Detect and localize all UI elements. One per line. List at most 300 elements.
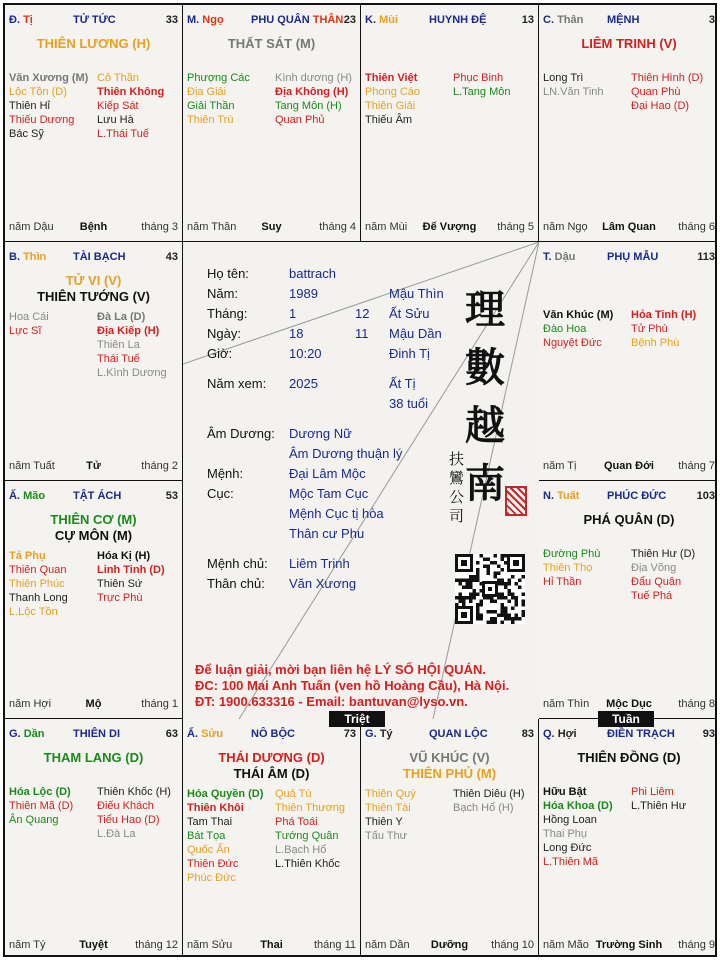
- palace-name-text: PHÚC ĐỨC: [607, 490, 667, 502]
- minor-star[interactable]: Thiên Quý: [365, 788, 416, 800]
- minor-star[interactable]: L.Đà La: [97, 828, 136, 840]
- qr-code[interactable]: [455, 554, 525, 624]
- minor-star[interactable]: Ân Quang: [9, 814, 59, 826]
- branch-name: Hợi: [557, 728, 577, 740]
- minor-star[interactable]: L.Lộc Tồn: [9, 606, 58, 618]
- triet-tag: Triệt: [329, 711, 385, 727]
- palace-name: [429, 728, 488, 740]
- minor-star[interactable]: Thiên Y: [365, 816, 403, 828]
- minor-star[interactable]: Hỏa Tinh (H): [631, 309, 697, 321]
- seal-small-text: 扶鸞公司: [449, 450, 465, 525]
- menh-value: Đại Lâm Mộc: [289, 466, 366, 481]
- main-star[interactable]: THIÊN PHỦ (M): [402, 766, 497, 781]
- minor-star[interactable]: Cô Thần: [97, 72, 139, 84]
- palace-name-text: MỆNH: [607, 14, 640, 26]
- center-info: [183, 242, 539, 719]
- main-star[interactable]: THÁI ÂM (D): [233, 766, 310, 781]
- palace-name: [73, 728, 120, 740]
- minor-star[interactable]: Thiên Hình (D): [631, 72, 704, 84]
- minor-star[interactable]: Thái Tuế: [97, 353, 140, 365]
- minor-star[interactable]: Long Đức: [543, 842, 592, 854]
- branch-stem: C.: [543, 14, 554, 26]
- minor-star[interactable]: Tam Thai: [187, 816, 233, 828]
- minor-star[interactable]: Thiên Khôi: [187, 802, 244, 814]
- branch-stem: B.: [9, 251, 20, 263]
- palace-age: 33: [165, 14, 178, 26]
- palace-name-text: PHỤ MẪU: [607, 251, 659, 263]
- minor-star[interactable]: Thiếu Âm: [365, 114, 413, 126]
- palace-age: 53: [165, 490, 178, 502]
- calligraphy-char: 南: [465, 460, 505, 507]
- nam-xem-label: Năm xem:: [207, 376, 267, 391]
- palace-year: năm Sửu: [187, 939, 233, 951]
- minor-star[interactable]: Quả Tú: [275, 788, 312, 800]
- minor-star[interactable]: Thanh Long: [9, 592, 68, 604]
- palace-age: 3: [708, 14, 715, 26]
- minor-star[interactable]: Đại Hao (D): [631, 100, 690, 112]
- branch-name: Mão: [23, 490, 46, 502]
- main-star[interactable]: VŨ KHÚC (V): [409, 750, 490, 765]
- minor-star[interactable]: L.Kình Dương: [97, 367, 167, 379]
- minor-stars-right: [275, 71, 352, 127]
- minor-star[interactable]: Thiên Mã (D): [9, 800, 74, 812]
- minor-star[interactable]: Tử Phù: [631, 323, 668, 335]
- minor-star[interactable]: Thiên Việt: [365, 72, 418, 84]
- main-star[interactable]: PHÁ QUÂN (D): [583, 512, 675, 527]
- minor-star[interactable]: Thiên Phúc: [9, 578, 65, 590]
- palace-age: 93: [702, 728, 715, 740]
- cuc-label: Cục:: [207, 486, 234, 501]
- minor-star[interactable]: Tướng Quân: [275, 830, 339, 842]
- branch-stem: K.: [365, 14, 376, 26]
- minor-stars-left: [543, 547, 600, 589]
- minor-star[interactable]: Hỉ Thần: [543, 576, 582, 588]
- palace-branch: [9, 490, 45, 502]
- palace-footer: [543, 939, 715, 953]
- minor-star[interactable]: Tang Môn (H): [275, 100, 342, 112]
- minor-star[interactable]: Lưu Hà: [97, 114, 134, 126]
- am-duong-note: Âm Dương thuận lý: [289, 446, 403, 461]
- palace-name-text: HUYNH ĐỆ: [429, 14, 487, 26]
- minor-star[interactable]: Tiểu Hao (D): [97, 814, 160, 826]
- palace-stage: Dưỡng: [430, 939, 469, 951]
- minor-stars-left: [543, 785, 613, 869]
- main-star[interactable]: THIÊN CƠ (M): [50, 512, 137, 527]
- minor-star[interactable]: Thiếu Dương: [9, 114, 75, 126]
- palace-year: năm Dậu: [9, 221, 54, 233]
- minor-stars-right: [631, 308, 696, 350]
- palace-year: năm Dần: [365, 939, 410, 951]
- minor-star[interactable]: Đà La (D): [97, 311, 146, 323]
- thang-value: 1: [289, 306, 297, 321]
- minor-star[interactable]: LN.Văn Tinh: [543, 86, 604, 98]
- minor-star[interactable]: Thiên Trù: [187, 114, 234, 126]
- branch-stem: N.: [543, 490, 554, 502]
- palace-name: [73, 490, 121, 502]
- nam-can: Mậu Thìn: [389, 286, 444, 301]
- minor-star[interactable]: Quốc Ấn: [187, 844, 230, 856]
- palace-footer: [9, 460, 178, 474]
- minor-stars-right: [97, 785, 171, 841]
- minor-star[interactable]: Địa Võng: [631, 562, 677, 574]
- minor-star[interactable]: Địa Kiếp (H): [97, 325, 160, 337]
- palace-stage: Mộ: [85, 698, 102, 710]
- palace-stage: Lâm Quan: [602, 221, 656, 233]
- palace-year: năm Mão: [543, 939, 589, 951]
- palace-year: năm Ngọ: [543, 221, 588, 233]
- palace-header: [187, 14, 356, 28]
- minor-stars-left: [543, 308, 613, 350]
- minor-stars-left: [543, 71, 604, 99]
- minor-star[interactable]: Thiên Thương: [275, 802, 346, 814]
- palace-year: năm Hợi: [9, 698, 52, 710]
- minor-star[interactable]: Phúc Đức: [187, 872, 236, 884]
- palace-header: [543, 14, 715, 28]
- branch-stem: Ấ.: [9, 490, 20, 502]
- palace-hoi[interactable]: [539, 719, 717, 957]
- palace-year: năm Tý: [9, 939, 46, 951]
- tuan-tag: Tuần: [598, 711, 654, 727]
- minor-star[interactable]: L.Tang Môn: [453, 86, 511, 98]
- branch-name: Sửu: [201, 728, 224, 740]
- palace-mao[interactable]: [5, 481, 183, 719]
- palace-branch: [543, 251, 575, 263]
- palace-year: năm Thìn: [543, 698, 590, 710]
- minor-star[interactable]: Địa Giải: [187, 86, 227, 98]
- minor-star[interactable]: Bác Sỹ: [9, 128, 44, 140]
- minor-stars-right: [97, 310, 167, 380]
- minor-star[interactable]: Văn Khúc (M): [543, 309, 614, 321]
- palace-age: 103: [696, 490, 715, 502]
- minor-star[interactable]: Đào Hoa: [543, 323, 587, 335]
- palace-month: tháng 3: [141, 221, 178, 233]
- palace-name-text: PHU QUÂN: [251, 14, 310, 26]
- minor-star[interactable]: Linh Tinh (D): [97, 564, 165, 576]
- main-star[interactable]: THIÊN LƯƠNG (H): [36, 36, 151, 51]
- minor-star[interactable]: Hóa Khoa (D): [543, 800, 613, 812]
- palace-name-text: TÀI BẠCH: [73, 251, 126, 263]
- palace-header: [365, 14, 534, 28]
- palace-header: [9, 728, 178, 742]
- branch-stem: Ấ.: [187, 728, 198, 740]
- palace-thin[interactable]: [5, 242, 183, 481]
- palace-branch: [9, 251, 46, 263]
- palace-stage: Thai: [260, 939, 283, 951]
- palace-mui[interactable]: [361, 5, 539, 242]
- minor-stars-right: [453, 787, 525, 815]
- gio-label: Giờ:: [207, 346, 233, 361]
- palace-name: [607, 251, 658, 263]
- palace-name-text: ĐIỀN TRẠCH: [607, 728, 675, 740]
- palace-header: [9, 14, 178, 28]
- palace-month: tháng 10: [491, 939, 534, 951]
- minor-stars-right: [97, 71, 164, 141]
- minor-star[interactable]: Tuế Phá: [631, 590, 673, 602]
- minor-star[interactable]: Thiên Thọ: [543, 562, 593, 574]
- minor-star[interactable]: Bệnh Phù: [631, 337, 680, 349]
- gio-can: Đinh Tị: [389, 346, 430, 361]
- palace-ngo[interactable]: [183, 5, 361, 242]
- minor-star[interactable]: Long Trì: [543, 72, 584, 84]
- minor-star[interactable]: L.Thiên Khốc: [275, 858, 340, 870]
- palace-age: 113: [697, 251, 715, 263]
- palace-year: năm Thân: [187, 221, 237, 233]
- palace-age: 63: [165, 728, 178, 740]
- minor-star[interactable]: Lộc Tồn (D): [9, 86, 67, 98]
- minor-star[interactable]: Thiên Sứ: [97, 578, 143, 590]
- minor-star[interactable]: Thiên Quan: [9, 564, 67, 576]
- palace-footer: [365, 939, 534, 953]
- palace-header: [9, 490, 178, 504]
- minor-stars-right: [453, 71, 510, 99]
- palace-header: [187, 728, 356, 742]
- palace-age: 43: [165, 251, 178, 263]
- ngay-am: 11: [355, 326, 369, 341]
- minor-stars-left: [9, 310, 49, 338]
- ho-ten-label: Họ tên:: [207, 266, 249, 281]
- nam-xem-can: Ất Tị: [389, 376, 416, 391]
- main-star[interactable]: THAM LANG (D): [43, 750, 144, 765]
- minor-star[interactable]: Hóa Quyền (D): [187, 788, 264, 800]
- palace-footer: [9, 939, 178, 953]
- minor-star[interactable]: Đường Phù: [543, 548, 601, 560]
- palace-branch: [543, 490, 579, 502]
- minor-star[interactable]: Thiên Hỉ: [9, 100, 50, 112]
- minor-stars-right: [631, 71, 703, 113]
- main-star[interactable]: THÁI DƯƠNG (D): [218, 750, 325, 765]
- branch-stem: Q.: [543, 728, 555, 740]
- than-chu-value: Văn Xương: [289, 576, 357, 591]
- minor-star[interactable]: Thiên Khốc (H): [97, 786, 171, 798]
- minor-stars-left: [365, 71, 420, 127]
- red-seal: [505, 486, 527, 516]
- minor-star[interactable]: Thiên Tài: [365, 802, 411, 814]
- main-star[interactable]: LIÊM TRINH (V): [581, 36, 677, 51]
- minor-star[interactable]: Thiên Đức: [187, 858, 239, 870]
- minor-star[interactable]: Thai Phụ: [543, 828, 588, 840]
- palace-name-text: QUAN LỘC: [429, 728, 488, 740]
- minor-star[interactable]: Nguyệt Đức: [543, 337, 602, 349]
- palace-stage: Tuyệt: [79, 939, 108, 951]
- palace-suu[interactable]: [183, 719, 361, 957]
- cuc-note-2: Thân cư Phu: [289, 526, 365, 541]
- palace-header: [365, 728, 534, 742]
- minor-star[interactable]: L.Thiên Mã: [543, 856, 599, 868]
- minor-star[interactable]: Lực Sĩ: [9, 325, 42, 337]
- palace-stage: Suy: [261, 221, 282, 233]
- palace-stage: Trường Sinh: [595, 939, 663, 951]
- tu-vi-chart: [3, 3, 717, 957]
- nam-label: Năm:: [207, 286, 239, 301]
- main-star[interactable]: THẤT SÁT (M): [227, 36, 316, 51]
- palace-branch: [187, 14, 224, 26]
- palace-stage: Bệnh: [79, 221, 108, 233]
- minor-star[interactable]: Quan Phủ: [275, 114, 325, 126]
- minor-star[interactable]: L.Thiên Hư: [631, 800, 687, 812]
- palace-stage: Quan Đới: [604, 460, 654, 472]
- palace-month: tháng 6: [678, 221, 715, 233]
- palace-name: [73, 14, 116, 26]
- thang-can: Ất Sửu: [389, 306, 430, 321]
- branch-stem: Đ.: [9, 14, 20, 26]
- palace-stage: Mộc Dục: [606, 698, 652, 710]
- palace-name: [607, 728, 675, 740]
- palace-stage: Tử: [86, 460, 101, 472]
- minor-star[interactable]: Hồng Loan: [543, 814, 597, 826]
- minor-star[interactable]: Thiên Giải: [365, 100, 416, 112]
- palace-name: [73, 251, 126, 263]
- palace-ti[interactable]: [5, 5, 183, 242]
- minor-star[interactable]: Hữu Bật: [543, 786, 587, 798]
- palace-footer: [187, 221, 356, 235]
- palace-footer: [9, 221, 178, 235]
- minor-stars-left: [187, 787, 263, 885]
- palace-name: [251, 14, 343, 26]
- palace-header: [543, 728, 715, 742]
- palace-month: tháng 5: [497, 221, 534, 233]
- contact-line: ĐC: 100 Mai Anh Tuấn (ven hồ Hoàng Cầu), Hà Nội.: [195, 678, 510, 693]
- minor-stars-right: [631, 547, 695, 603]
- palace-dau[interactable]: [539, 242, 717, 481]
- palace-tuat[interactable]: [539, 481, 717, 719]
- minor-star[interactable]: Bát Tọa: [187, 830, 226, 842]
- palace-branch: [543, 728, 577, 740]
- palace-month: tháng 4: [319, 221, 356, 233]
- calligraphy-char: 理: [465, 286, 505, 333]
- am-duong-value: Dương Nữ: [289, 426, 352, 441]
- palace-month: tháng 12: [135, 939, 178, 951]
- minor-star[interactable]: Đẩu Quân: [631, 576, 682, 588]
- main-star[interactable]: CỰ MÔN (M): [54, 528, 133, 543]
- minor-star[interactable]: Kình dương (H): [275, 72, 352, 84]
- palace-name: [607, 490, 666, 502]
- palace-year: năm Tị: [543, 460, 577, 472]
- branch-name: Thân: [557, 14, 584, 26]
- minor-star[interactable]: Thiên Không: [97, 86, 165, 98]
- nam-xem-value: 2025: [289, 376, 318, 391]
- minor-stars-right: [97, 549, 165, 605]
- cuc-note-1: Mệnh Cục tị hòa: [289, 506, 384, 521]
- than-marker: THÂN: [312, 14, 344, 26]
- minor-star[interactable]: Quan Phù: [631, 86, 681, 98]
- minor-star[interactable]: Hóa Kị (H): [97, 550, 151, 562]
- ngay-label: Ngày:: [207, 326, 241, 341]
- palace-month: tháng 9: [678, 939, 715, 951]
- main-star[interactable]: TỬ VI (V): [65, 273, 122, 288]
- palace-footer: [187, 939, 356, 953]
- ngay-value: 18: [289, 326, 304, 341]
- palace-footer: [543, 698, 715, 712]
- minor-star[interactable]: Bạch Hổ (H): [453, 802, 514, 814]
- minor-stars-left: [9, 549, 68, 619]
- branch-stem: G.: [365, 728, 377, 740]
- minor-star[interactable]: Phi Liêm: [631, 786, 674, 798]
- minor-star[interactable]: Thiên La: [97, 339, 140, 351]
- palace-than[interactable]: [539, 5, 717, 242]
- minor-star[interactable]: Tả Phụ: [9, 550, 46, 562]
- calligraphy-char: 越: [465, 402, 505, 449]
- palace-header: [9, 251, 178, 265]
- palace-dan[interactable]: [5, 719, 183, 957]
- palace-branch: [9, 728, 44, 740]
- palace-stage: Đế Vượng: [422, 221, 477, 233]
- branch-stem: T.: [543, 251, 552, 263]
- branch-name: Tý: [379, 728, 393, 740]
- minor-stars-left: [187, 71, 250, 127]
- minor-star[interactable]: Phong Cáo: [365, 86, 421, 98]
- minor-star[interactable]: Trực Phù: [97, 592, 143, 604]
- ngay-can: Mậu Dần: [389, 326, 442, 341]
- minor-star[interactable]: Địa Không (H): [275, 86, 349, 98]
- minor-star[interactable]: Hoa Cái: [9, 311, 49, 323]
- palace-year: năm Tuất: [9, 460, 55, 472]
- thang-label: Tháng:: [207, 306, 248, 321]
- calligraphy-char: 數: [465, 344, 505, 391]
- palace-branch: [543, 14, 583, 26]
- palace-month: tháng 8: [678, 698, 715, 710]
- minor-stars-left: [9, 71, 88, 141]
- minor-star[interactable]: Phượng Các: [187, 72, 250, 84]
- contact-line: Để luận giải, mời bạn liên hệ LÝ SỐ HỘI QUÁN.: [195, 662, 486, 677]
- branch-name: Dần: [23, 728, 45, 740]
- branch-name: Thìn: [23, 251, 47, 263]
- palace-year: năm Mùi: [365, 221, 408, 233]
- tuoi-value: 38 tuổi: [389, 396, 429, 411]
- minor-star[interactable]: Tấu Thư: [365, 830, 408, 842]
- minor-star[interactable]: Kiếp Sát: [97, 100, 139, 112]
- minor-star[interactable]: Văn Xương (M): [9, 72, 89, 84]
- minor-star[interactable]: L.Bạch Hổ: [275, 844, 327, 856]
- minor-star[interactable]: Giải Thần: [187, 100, 235, 112]
- palace-name: [251, 728, 295, 740]
- main-star[interactable]: THIÊN TƯỚNG (V): [37, 289, 150, 304]
- qr-pattern: [455, 554, 525, 624]
- palace-age: 13: [521, 14, 534, 26]
- nam-value: 1989: [289, 286, 318, 301]
- branch-stem: G.: [9, 728, 21, 740]
- thang-am: 12: [355, 306, 370, 321]
- branch-name: Dậu: [554, 251, 576, 263]
- minor-stars-left: [9, 785, 73, 827]
- palace-branch: [365, 728, 393, 740]
- palace-name-text: TỬ TỨC: [73, 14, 116, 26]
- branch-name: Ngọ: [202, 14, 224, 26]
- palace-header: [543, 490, 715, 504]
- minor-star[interactable]: Thiên Diêu (H): [453, 788, 525, 800]
- minor-star[interactable]: Hóa Lộc (D): [9, 786, 71, 798]
- palace-age: 23: [343, 14, 356, 26]
- palace-month: tháng 11: [313, 939, 356, 951]
- palace-month: tháng 2: [141, 460, 178, 472]
- branch-name: Tị: [23, 14, 33, 26]
- branch-stem: M.: [187, 14, 200, 26]
- palace-age: 73: [343, 728, 356, 740]
- palace-month: tháng 7: [678, 460, 715, 472]
- palace-branch: [9, 14, 33, 26]
- palace-branch: [187, 728, 223, 740]
- minor-star[interactable]: Thiên Hư (D): [631, 548, 696, 560]
- minor-star[interactable]: Phục Binh: [453, 72, 504, 84]
- minor-star[interactable]: L.Thái Tuế: [97, 128, 149, 140]
- palace-ty[interactable]: [361, 719, 539, 957]
- minor-star[interactable]: Điếu Khách: [97, 800, 154, 812]
- menh-chu-label: Mệnh chủ:: [207, 556, 268, 571]
- palace-name-text: TẬT ÁCH: [73, 490, 122, 502]
- minor-star[interactable]: Phá Toái: [275, 816, 318, 828]
- palace-name-text: THIÊN DI: [73, 728, 121, 740]
- main-star[interactable]: THIÊN ĐỒNG (D): [577, 750, 681, 765]
- menh-label: Mệnh:: [207, 466, 244, 481]
